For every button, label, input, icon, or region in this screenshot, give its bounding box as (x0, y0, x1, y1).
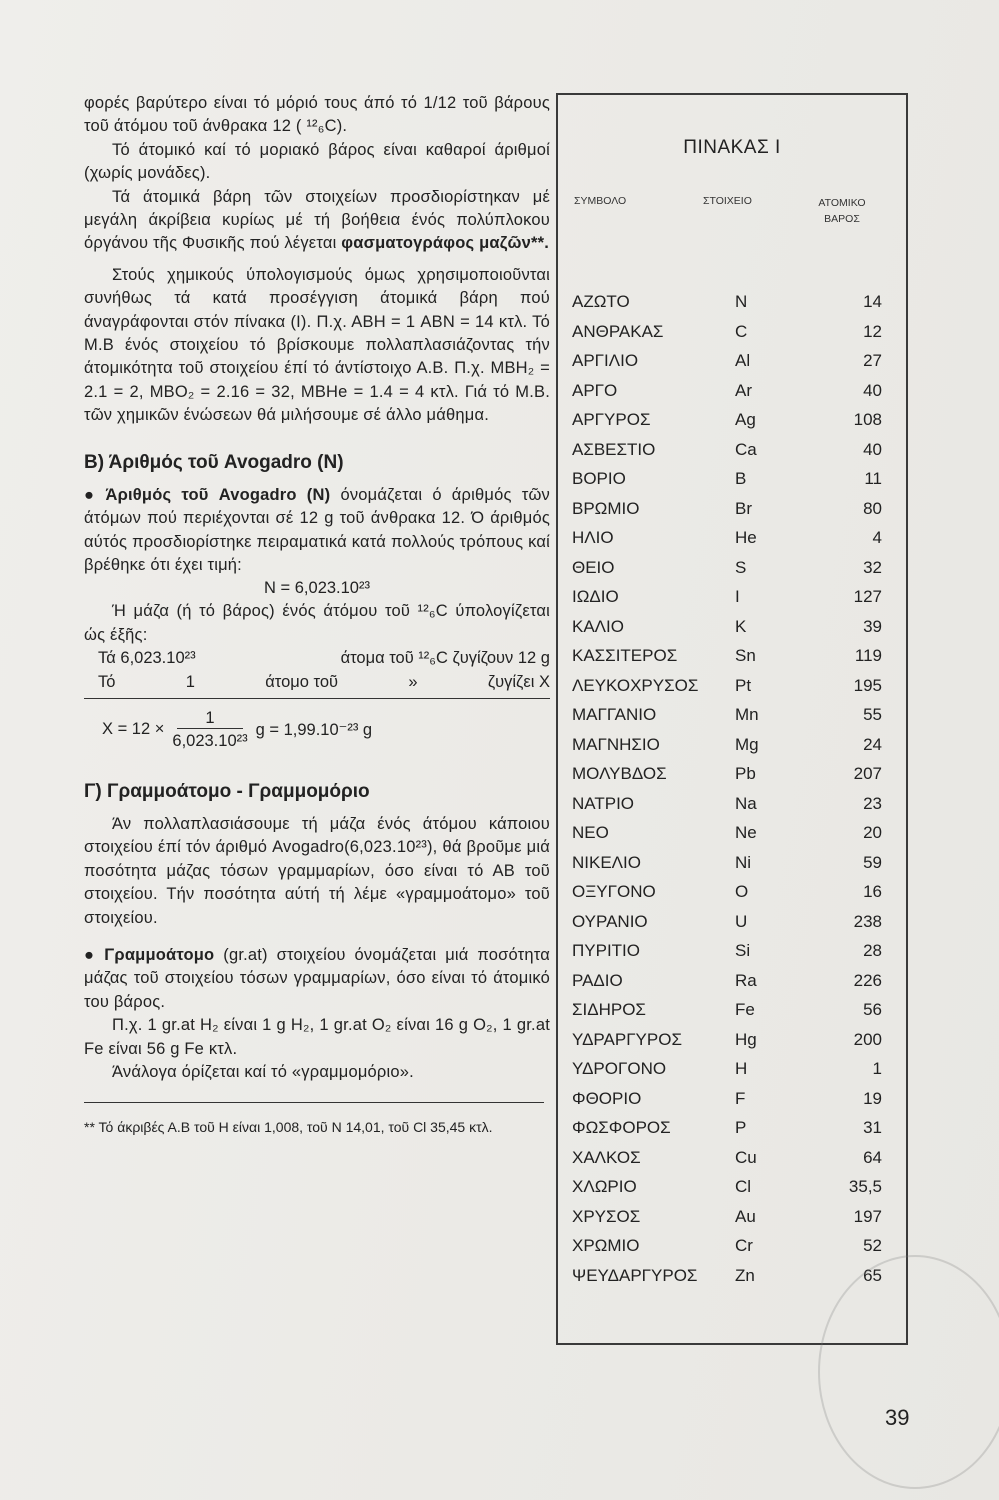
element-weight: 52 (863, 1236, 882, 1255)
element-weight: 40 (863, 439, 882, 459)
element-name: ΜΑΓΓΑΝΙΟ (572, 705, 657, 724)
element-name: ΧΑΛΚΟΣ (572, 1147, 641, 1167)
element-symbol: Br (735, 498, 752, 518)
element-name: ΥΔΡΟΓΟΝΟ (572, 1059, 667, 1078)
element-weight: 226 (853, 970, 882, 990)
proportion-2-a: Τό (98, 672, 116, 691)
table-row (558, 494, 906, 524)
table-row (558, 1054, 906, 1084)
proportion-1-lhs: Τά 6,023.10²³ (98, 649, 196, 668)
element-symbol: S (735, 557, 747, 577)
element-name: ΙΩΔΙΟ (572, 587, 619, 606)
table-row (558, 700, 906, 730)
element-weight: 197 (853, 1206, 882, 1226)
element-symbol: Cl (735, 1177, 752, 1196)
element-name: ΧΛΩΡΙΟ (572, 1177, 637, 1196)
element-weight: 238 (853, 911, 882, 931)
element-weight: 65 (863, 1265, 882, 1285)
element-symbol: Au (735, 1206, 756, 1226)
table-row (558, 1231, 906, 1261)
table-row (558, 789, 906, 819)
element-weight: 64 (863, 1147, 882, 1167)
gram-atom-example: Π.χ. 1 gr.at H₂ είναι 1 g H₂, 1 gr.at O₂ είναι 16 g O₂, 1 gr.at Fe είναι 56 g Fe κτλ. (84, 1016, 550, 1058)
table-row (558, 759, 906, 789)
element-weight: 59 (863, 852, 882, 872)
table-title: ΠΙΝΑΚΑΣ Ι (683, 137, 781, 158)
element-weight: 14 (863, 292, 882, 311)
proportion-2-c: άτομο τοῦ (265, 672, 339, 691)
paragraph-3 (84, 186, 550, 256)
element-symbol: U (735, 911, 748, 931)
element-weight: 55 (863, 705, 882, 724)
element-weight: 32 (863, 557, 882, 577)
element-symbol: Sn (735, 646, 756, 665)
element-symbol: C (735, 321, 748, 341)
element-name: ΥΔΡΑΡΓΥΡΟΣ (572, 1029, 682, 1049)
element-symbol: Ar (735, 380, 752, 400)
table-row (558, 523, 906, 553)
header-element: ΣΤΟΙΧΕΙΟ (703, 195, 752, 207)
table-row (558, 405, 906, 435)
table-row (558, 464, 906, 494)
library-stamp (818, 1255, 999, 1489)
element-weight: 127 (853, 587, 882, 606)
proportion-2-b: 1 (185, 672, 195, 691)
element-weight: 20 (863, 823, 882, 842)
definition-gram-atom-term: ● Γραμμοάτομο (84, 946, 214, 964)
text-column (84, 92, 550, 1137)
element-symbol: Cr (735, 1236, 753, 1255)
element-symbol: P (735, 1118, 747, 1137)
element-symbol: F (735, 1088, 746, 1108)
element-symbol: Na (735, 793, 757, 813)
mass-intro: Ή μάζα (ή τό βάρος) ένός άτόμου τοῦ ¹²₆C ύπολογίζεται ώς έξῆς: (84, 602, 550, 644)
element-symbol: N (735, 292, 748, 311)
element-name: ΨΕΥΔΑΡΓΥΡΟΣ (572, 1265, 698, 1285)
element-name: ΚΑΛΙΟ (572, 616, 624, 636)
element-symbol: B (735, 469, 747, 488)
fraction-lhs: Χ = 12 × (102, 720, 165, 739)
table-row (558, 1172, 906, 1202)
element-name: ΒΡΩΜΙΟ (572, 498, 640, 518)
element-name: ΝΑΤΡΙΟ (572, 793, 635, 813)
table-row (558, 1202, 906, 1232)
element-name: ΑΡΓΥΡΟΣ (572, 410, 651, 429)
fraction-equation (84, 709, 550, 751)
definition-gram-atom-text: (gr.at) στοιχείου όνομάζεται μιά ποσότητα μάζας τοῦ στοιχείου τόσων γραμμαρίων, όσο είναι τό άτομικό του βάρος. (84, 945, 550, 1011)
element-name: ΑΝΘΡΑΚΑΣ (572, 321, 664, 341)
element-weight: 28 (863, 941, 882, 960)
element-symbol: Pt (735, 675, 752, 695)
element-name: ΜΟΛΥΒΔΟΣ (572, 764, 667, 783)
paragraph-3-text: Τά άτομικά βάρη τῶν στοιχείων προσδιορίστηκαν μέ μεγάλη άκρίβεια κυρίως μέ τή βοήθεια ένός πολύπλοκου όργάνου τῆς Φυσικῆς πού λέγεται (84, 187, 550, 253)
gram-molecule-note: Άνάλογα όρίζεται καί τό «γραμμομόριο». (112, 1063, 414, 1081)
element-symbol: Ra (735, 970, 757, 990)
element-name: ΑΖΩΤΟ (572, 292, 630, 311)
table-row (558, 818, 906, 848)
header-atomic-weight: ΑΤΟΜΙΚΟ ΒΑΡΟΣ (818, 197, 866, 225)
element-name: ΦΘΟΡΙΟ (572, 1088, 642, 1108)
element-symbol: Hg (735, 1029, 757, 1049)
element-name: ΧΡΩΜΙΟ (572, 1236, 640, 1255)
element-name: ΟΥΡΑΝΙΟ (572, 911, 648, 931)
table-row (558, 435, 906, 465)
atomic-weight-table (556, 93, 908, 1345)
element-symbol: Cu (735, 1147, 757, 1167)
table-row (558, 553, 906, 583)
element-symbol: Ca (735, 439, 757, 459)
element-name: ΦΩΣΦΟΡΟΣ (572, 1118, 671, 1137)
definition-avogadro-term: ● Άριθμός τοῦ Avogadro (Ν) (84, 486, 330, 504)
element-weight: 23 (863, 793, 882, 813)
table-row (558, 966, 906, 996)
footnote: ** Τό άκριβές Α.Β τοῦ Η είναι 1,008, τοῦ Ν 14,01, τοῦ Cl 35,45 κτλ. (84, 1119, 493, 1136)
definition-avogadro (84, 484, 550, 578)
proportion-line-2 (84, 671, 550, 699)
element-symbol: Fe (735, 1000, 755, 1019)
element-symbol: Pb (735, 764, 756, 783)
element-name: ΛΕΥΚΟΧΡΥΣΟΣ (572, 675, 699, 695)
element-symbol: Ag (735, 410, 756, 429)
proportion-2-d: » (408, 672, 418, 691)
table-row (558, 671, 906, 701)
table-row (558, 1143, 906, 1173)
heading-gram-atom: Γ) Γραμμοάτομο - Γραμμομόριο (84, 780, 370, 802)
element-name: ΝΙΚΕΛΙΟ (572, 852, 641, 872)
element-weight: 80 (863, 498, 882, 518)
element-name: ΚΑΣΣΙΤΕΡΟΣ (572, 646, 678, 665)
element-symbol: Ni (735, 852, 752, 872)
element-weight: 56 (863, 1000, 882, 1019)
fraction-stack (172, 709, 247, 751)
element-weight: 39 (863, 616, 882, 636)
table-body (558, 287, 906, 1290)
element-symbol: Si (735, 941, 751, 960)
table-row (558, 1113, 906, 1143)
element-symbol: O (735, 882, 749, 901)
element-weight: 4 (872, 528, 882, 547)
element-weight: 200 (853, 1029, 882, 1049)
element-name: ΜΑΓΝΗΣΙΟ (572, 734, 660, 754)
page-number: 39 (885, 1405, 910, 1430)
element-name: ΟΞΥΓΟΝΟ (572, 882, 656, 901)
proportion-1-rhs: άτομα τοῦ ¹²₆C ζυγίζουν 12 g (340, 649, 550, 668)
element-symbol: K (735, 616, 747, 636)
proportion-line-1 (84, 647, 550, 670)
fraction-numerator: 1 (177, 709, 242, 729)
heading-avogadro: Β) Άριθμός τοῦ Avogadro (Ν) (84, 451, 344, 473)
table-row (558, 1025, 906, 1055)
element-name: ΑΡΓΙΛΙΟ (572, 351, 639, 370)
element-weight: 27 (863, 351, 882, 370)
element-weight: 108 (853, 410, 882, 429)
fraction-rhs: g = 1,99.10⁻²³ g (255, 720, 373, 739)
definition-gram-atom (84, 944, 550, 1014)
paragraph-gram-atom: Άν πολλαπλασιάσουμε τή μάζα ένός άτόμου κάποιου στοιχείου έπί τόν άριθμό Avogadro(6,023.10²³), θά βροῦμε μιά ποσότητα μάζας τόσων γραμμαρίων, όσο είναι τό ΑΒ τοῦ στοιχείου. Τήν ποσότητα αύτή τή λέμε «γραμμοάτομο» τοῦ στοιχείου. (84, 814, 550, 927)
footnote-divider (84, 1102, 544, 1103)
element-name: ΘΕΙΟ (572, 557, 615, 577)
table-row (558, 936, 906, 966)
table-row (558, 582, 906, 612)
paragraph-1: φορές βαρύτερο είναι τό μόριό τους άπό τό 1/12 τοῦ βάρους τοῦ άτόμου τοῦ άνθρακα 12 ( ¹²₆C). (84, 94, 550, 136)
fraction-denominator: 6,023.10²³ (172, 731, 248, 750)
table-row (558, 641, 906, 671)
element-name: ΠΥΡΙΤΙΟ (572, 941, 641, 960)
header-symbol: ΣΥΜΒΟΛΟ (574, 195, 627, 207)
element-symbol: He (735, 528, 757, 547)
table-row (558, 907, 906, 937)
element-symbol: H (735, 1059, 748, 1078)
table-row (558, 612, 906, 642)
element-weight: 19 (863, 1088, 882, 1108)
table-row (558, 995, 906, 1025)
element-symbol: Ne (735, 823, 757, 842)
element-weight: 31 (863, 1118, 882, 1137)
element-weight: 1 (872, 1059, 882, 1078)
element-symbol: Al (735, 351, 751, 370)
element-symbol: Zn (735, 1265, 755, 1285)
element-name: ΡΑΔΙΟ (572, 970, 623, 990)
table-row (558, 287, 906, 317)
table-row (558, 346, 906, 376)
table-row (558, 848, 906, 878)
element-weight: 40 (863, 380, 882, 400)
element-weight: 35,5 (848, 1177, 882, 1196)
table-row (558, 317, 906, 347)
element-name: ΝΕΟ (572, 823, 609, 842)
element-name: ΑΡΓΟ (572, 380, 618, 400)
paragraph-4: Στούς χημικούς ύπολογισμούς όμως χρησιμοποιοῦνται συνήθως τά κατά προσέγγιση άτομικά βάρη πού άναγράφονται στόν πίνακα (I). Π.χ. ΑΒH = 1 ΑΒN = 14 κτλ. Τό Μ.Β ένός στοιχείου τό βρίσκουμε πολλαπλασιάζοντας τήν άτομικότητα τοῦ στοιχείου έπί τό άντίστοιχο Α.Β. Π.χ. ΜΒH₂ = 2.1 = 2, ΜΒO₂ = 2.16 = 32, ΜΒHe = 1.4 = 4 κτλ. Γιά τό Μ.Β. τῶν χημικῶν ένώσεων θά μιλήσουμε σέ άλλο μάθημα. (84, 265, 550, 425)
element-name: ΧΡΥΣΟΣ (572, 1206, 641, 1226)
element-weight: 11 (864, 469, 882, 488)
element-weight: 119 (854, 646, 882, 665)
element-symbol: Mn (735, 705, 759, 724)
table-row (558, 877, 906, 907)
element-weight: 207 (853, 764, 882, 783)
equation-avogadro: Ν = 6,023.10²³ (264, 579, 370, 598)
element-weight: 16 (863, 882, 882, 901)
element-name: ΑΣΒΕΣΤΙΟ (572, 439, 656, 459)
element-symbol: Mg (735, 734, 759, 754)
element-symbol: I (735, 587, 740, 606)
paragraph-2: Τό άτομικό καί τό μοριακό βάρος είναι καθαροί άριθμοί (χωρίς μονάδες). (84, 140, 550, 183)
table-row (558, 376, 906, 406)
element-name: ΗΛΙΟ (572, 528, 614, 547)
table-row (558, 730, 906, 760)
element-weight: 12 (863, 321, 882, 341)
paragraph-3-bold: φασματογράφος μαζῶν**. (341, 234, 550, 253)
definition-avogadro-text: όνομάζεται ό άριθμός τῶν άτόμων πού περιέχονται σέ 12 g τοῦ άνθρακα 12. Ό άριθμός αύτός προσδιορίστηκε πειραματικά κατά πολλούς τρόπους καί βρέθηκε ότι έχει τιμή: (84, 485, 550, 574)
table-header (558, 195, 906, 247)
element-name: ΒΟΡΙΟ (572, 469, 626, 488)
element-name: ΣΙΔΗΡΟΣ (572, 1000, 646, 1019)
proportion-2-e: ζυγίζει Χ (487, 672, 550, 691)
element-weight: 195 (853, 675, 882, 695)
element-weight: 24 (863, 734, 882, 754)
table-row (558, 1084, 906, 1114)
